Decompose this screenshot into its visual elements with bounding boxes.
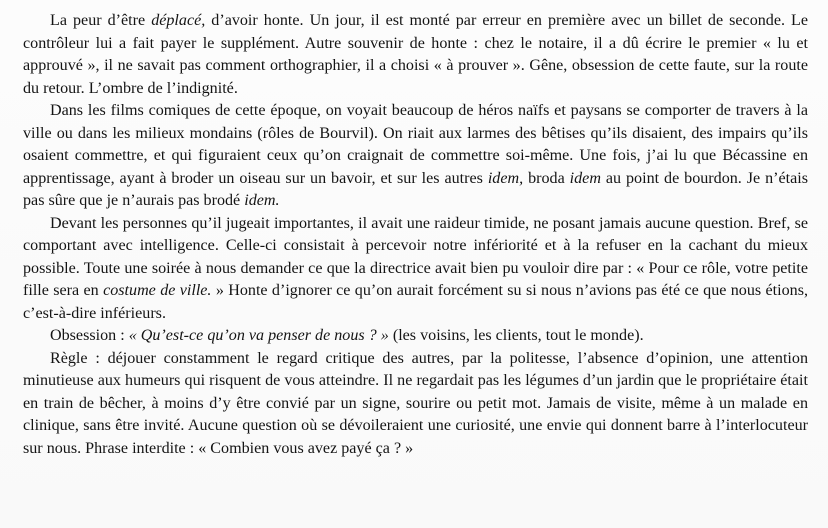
paragraph-5: Règle : déjouer constamment le regard critique des autres, par la politesse, l’absence d’opinion, une attention minutieuse aux humeurs qui risquent de vous atteindre. Il ne regardait pas les légumes d’un jardin que le propriétaire était en train de bêcher, à moins d’y être convié par un signe, sourire ou petit mot. Jamais de visite, même à un malade en clinique, sans être invité. Aucune question où se dévoileraient une curiosité, une envie qui donnent barre à l’interlocuteur sur nous. Phrase interdite : « Combien vous avez payé ça ? » xyxy=(23,349,808,457)
paragraph-4: Obsession : « Qu’est-ce qu’on va penser de nous ? » (les voisins, les clients, tout le monde). xyxy=(50,327,644,344)
paragraph-2: Dans les films comiques de cette époque, on voyait beaucoup de héros naïfs et paysans se comporter de travers à la ville ou dans les milieux mondains (rôles de Bourvil). On riait aux larmes des bêtises qu’ils disaient, des impairs qu’ils osaient commettre, et qui figuraient ceux qu’on craignait de commettre soi-même. Une fois, j’ai lu que Bécassine en apprentissage, ayant à broder un oiseau sur un bavoir, et sur les autres idem, broda idem au point de bourdon. Je n’étais pas sûre que je n’aurais pas brodé idem. xyxy=(23,102,808,209)
paragraph-3: Devant les personnes qu’il jugeait importantes, il avait une raideur timide, ne posant jamais aucune question. Bref, se comportant avec intelligence. Celle-ci consistait à percevoir notre infériorité et à la refuser en la cachant du mieux possible. Toute une soirée à nous demander ce que la directrice avait bien pu vouloir dire par : « Pour ce rôle, votre petite fille sera en costume de ville. » Honte d’ignorer ce qu’on aurait forcément su si nous n’avions pas été ce que nous étions, c’est-à-dire inférieurs. xyxy=(23,214,808,322)
paragraph-1: La peur d’être déplacé, d’avoir honte. Un jour, il est monté par erreur en première avec un billet de seconde. Le contrôleur lui a fait payer le supplément. Autre souvenir de honte : chez le notaire, il a dû écrire le premier « lu et approuvé », il ne savait pas comment orthographier, il a choisi « à prouver ». Gêne, obsession de cette faute, sur la route du retour. L’ombre de l’indignité. xyxy=(23,12,809,97)
